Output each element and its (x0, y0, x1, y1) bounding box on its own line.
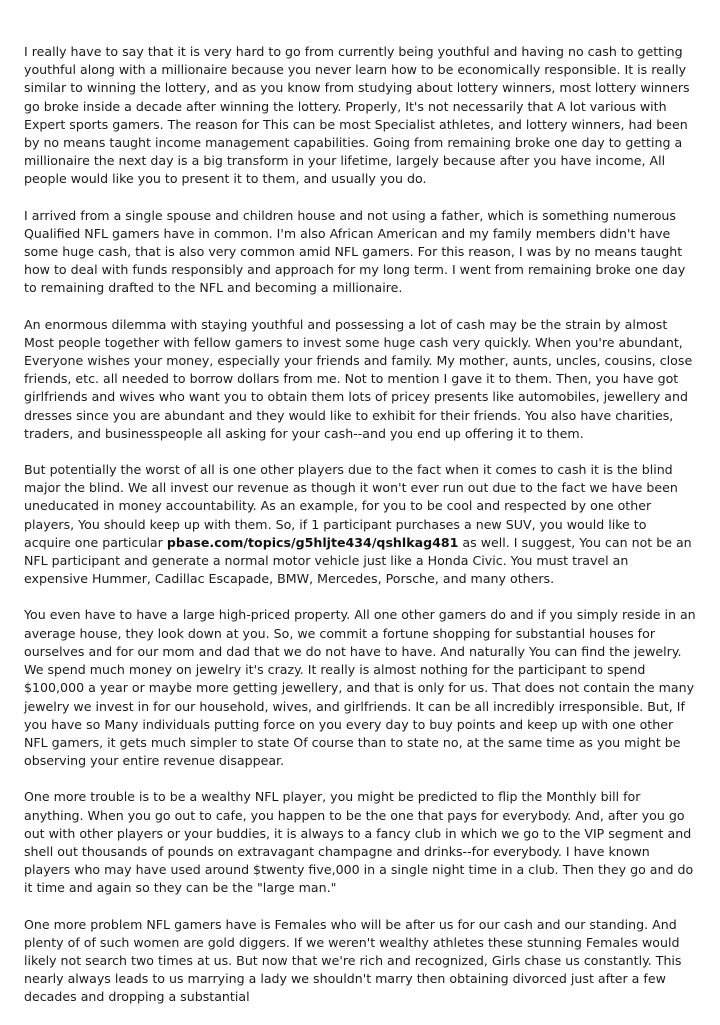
paragraph-2: I arrived from a single spouse and children house and not using a father, which is something numerous Qualified NFL gamers have in common. I'm also African American and my family members didn't have some huge cash, that is also very common amid NFL gamers. For this reason, I was by no means taught how to deal with funds responsibly and approach for my long term. I went from remaining broke one day to remaining drafted to the NFL and becoming a millionaire. (24, 207, 686, 296)
paragraph-3: An enormous dilemma with staying youthful and possessing a lot of cash may be the strain by almost Most people together with fellow gamers to invest some huge cash very quickly. When you're abundant, Everyone wishes your money, especially your friends and family. My mother, aunts, uncles, cousins, close friends, etc. all needed to borrow dollars from me. Not to mention I gave it to them. Then, you have got girlfriends and wives who want you to obtain them lots of pricey presents like automobiles, jewellery and dresses since you are abundant and they would like to exhibit for their friends. You also have charities, traders, and businesspeople all asking for your cash--and you end up offering it to them. (24, 316, 693, 441)
paragraph-1: I really have to say that it is very hard to go from currently being youthful and having no cash to getting youthful along with a millionaire because you never learn how to be economically responsible. It is really similar to winning the lottery, and as you know from studying about lottery winners, most lottery winners go broke inside a decade after winning the lottery. Properly, It's not necessarily that A lot various with Expert sports gamers. The reason for This can be most Specialist athletes, and lottery winners, had been by no means taught income management capabilities. Going from remaining broke one day to getting a millionaire the next day is a big transform in your lifetime, largely because after you have income, All people would like you to present it to them, and usually you do. (24, 44, 690, 187)
paragraph-4 (24, 461, 696, 588)
paragraph-7: One more problem NFL gamers have is Females who will be after us for our cash and our standing. And plenty of of such women are gold diggers. If we weren't wealthy athletes these stunning Females would likely not search two times at us. But now that we're rich and recognized, Girls chase us constantly. This nearly always leads to us marrying a lady we shouldn't marry then obtaining divorced just after a few decades and dropping a substantial (24, 916, 682, 1005)
paragraph-5: You even have to have a large high-priced property. All one other gamers do and if you simply reside in an average house, they look down at you. So, we commit a fortune shopping for substantial houses for ourselves and for our mom and dad that we do not have to have. And naturally You can find the jewelry. We spend much money on jewelry it's crazy. It really is almost nothing for the participant to spend $100,000 a year or maybe more getting jewellery, and that is only for us. That does not contain the many jewelry we invest in for our household, wives, and girlfriends. It can be all incredibly irresponsible. But, If you have so Many individuals putting force on you every day to buy points and keep up with one other NFL gamers, it gets much simpler to state Of course than to state no, at the same time as you might be observing your entire revenue disappear. (24, 607, 696, 769)
article-body (24, 43, 696, 1025)
pbase-link[interactable]: pbase.com/topics/g5hljte434/qshlkag481 (166, 534, 459, 550)
paragraph-4-text-after: as well. I suggest, You can not be an NFL participant and generate a normal motor vehicle just like a Honda Civic. You must travel an expensive Hummer, Cadillac Escapade, BMW, Mercedes, Porsche, and many others. (24, 534, 692, 587)
paragraph-6: One more trouble is to be a wealthy NFL player, you might be predicted to flip the Monthly bill for anything. When you go out to cafe, you happen to be the one that pays for everybody. And, after you go out with other players or your buddies, it is always to a fancy club in which we go to the VIP segment and shell out thousands of pounds on extravagant champagne and drinks--for everybody. I have known players who may have used around $twenty five,000 in a single night time in a club. Then they go and do it time and again so they can be the "large man." (24, 789, 694, 896)
paragraph-4-text-before: But potentially the worst of all is one other players due to the fact when it comes to cash it is the blind major the blind. We all invest our revenue as though it won't ever run out due to the fact we have been uneducated in money accountability. As an example, for you to be cool and respected by one other players, You should keep up with them. So, if 1 participant purchases a new SUV, you would like to acquire one particular (24, 462, 678, 550)
